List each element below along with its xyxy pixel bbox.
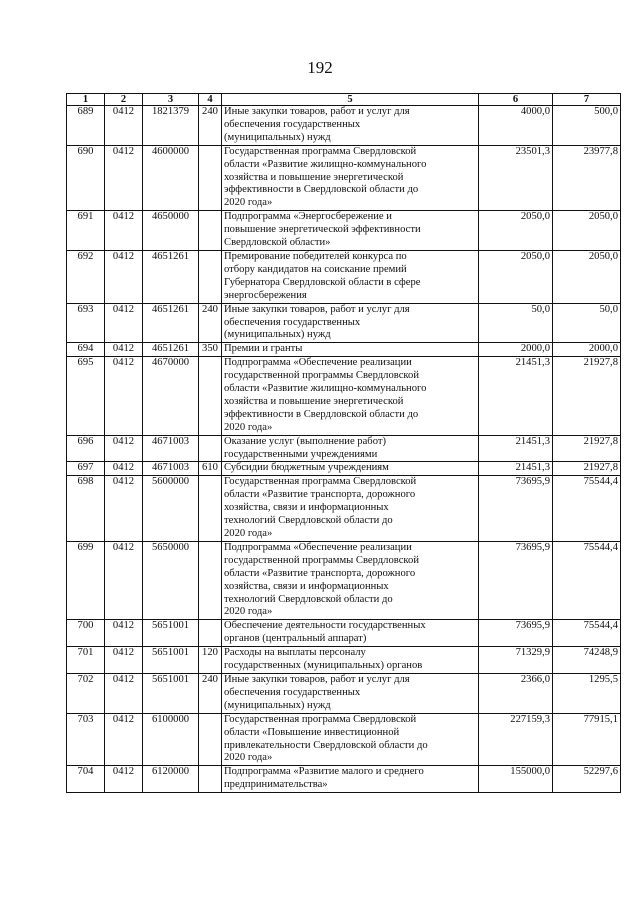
expense-type-cell: 120 <box>199 647 222 674</box>
expense-type-cell <box>199 620 222 647</box>
amount-year2-cell: 74248,9 <box>553 647 621 674</box>
table-row <box>67 462 621 476</box>
amount-year2-cell: 50,0 <box>553 303 621 343</box>
section-code-cell: 0412 <box>105 211 143 251</box>
row-number-cell: 704 <box>67 766 105 793</box>
row-number-cell: 703 <box>67 713 105 766</box>
amount-year1-cell: 21451,3 <box>479 435 553 462</box>
amount-year1-cell: 4000,0 <box>479 106 553 146</box>
column-header: 2 <box>105 94 143 106</box>
table-row <box>67 541 621 619</box>
item-name-text: Субсидии бюджетным учреждениям <box>224 462 389 474</box>
amount-year2-cell: 52297,6 <box>553 766 621 793</box>
item-name-cell <box>222 620 479 647</box>
expense-type-cell <box>199 541 222 619</box>
amount-year1-cell: 2050,0 <box>479 211 553 251</box>
table-header-row <box>67 94 621 106</box>
amount-year2-cell: 2000,0 <box>553 343 621 357</box>
item-name-cell <box>222 462 479 476</box>
section-code-cell: 0412 <box>105 106 143 146</box>
table-row <box>67 211 621 251</box>
item-name-cell <box>222 106 479 146</box>
row-number-cell: 695 <box>67 357 105 435</box>
amount-year2-cell: 23977,8 <box>553 145 621 211</box>
target-code-cell: 4671003 <box>143 435 199 462</box>
table-row <box>67 647 621 674</box>
amount-year2-cell: 21927,8 <box>553 462 621 476</box>
section-code-cell: 0412 <box>105 713 143 766</box>
amount-year2-cell: 75544,4 <box>553 476 621 542</box>
expense-type-cell: 240 <box>199 673 222 713</box>
item-name-cell <box>222 476 479 542</box>
item-name-text: Премии и гранты <box>224 343 303 355</box>
item-name-cell <box>222 145 479 211</box>
item-name-text: Иные закупки товаров, работ и услуг для обеспечения государственных (муниципальных) нужд <box>224 106 410 143</box>
section-code-cell: 0412 <box>105 250 143 303</box>
amount-year1-cell: 2000,0 <box>479 343 553 357</box>
amount-year1-cell: 21451,3 <box>479 462 553 476</box>
item-name-cell <box>222 766 479 793</box>
target-code-cell: 4600000 <box>143 145 199 211</box>
column-header: 6 <box>479 94 553 106</box>
target-code-cell: 5651001 <box>143 620 199 647</box>
column-header: 7 <box>553 94 621 106</box>
table-row <box>67 620 621 647</box>
target-code-cell: 5651001 <box>143 647 199 674</box>
section-code-cell: 0412 <box>105 343 143 357</box>
row-number-cell: 692 <box>67 250 105 303</box>
amount-year1-cell: 73695,9 <box>479 620 553 647</box>
item-name-cell <box>222 343 479 357</box>
amount-year1-cell: 21451,3 <box>479 357 553 435</box>
item-name-text: Оказание услуг (выполнение работ) государственными учреждениями <box>224 435 387 460</box>
target-code-cell: 4650000 <box>143 211 199 251</box>
target-code-cell: 4651261 <box>143 250 199 303</box>
row-number-cell: 691 <box>67 211 105 251</box>
item-name-text: Государственная программа Свердловской области «Повышение инвестиционной привлекательности Свердловской области до 2020 года» <box>224 713 428 764</box>
row-number-cell: 699 <box>67 541 105 619</box>
target-code-cell: 5651001 <box>143 673 199 713</box>
item-name-text: Подпрограмма «Обеспечение реализации государственной программы Свердловской области «Развитие жилищно-коммунального хозяйства и повышение энергетической эффективности в Свердловской области до 2020 года» <box>224 357 427 433</box>
target-code-cell: 4651261 <box>143 303 199 343</box>
item-name-text: Расходы на выплаты персоналу государственных (муниципальных) органов <box>224 647 423 672</box>
table-row <box>67 713 621 766</box>
section-code-cell: 0412 <box>105 435 143 462</box>
target-code-cell: 4651261 <box>143 343 199 357</box>
table-row <box>67 435 621 462</box>
section-code-cell: 0412 <box>105 766 143 793</box>
item-name-text: Премирование победителей конкурса по отбору кандидатов на соискание премий Губернатора Свердловской области в сфере энергосбережения <box>224 250 421 301</box>
expense-type-cell <box>199 211 222 251</box>
amount-year1-cell: 23501,3 <box>479 145 553 211</box>
item-name-text: Иные закупки товаров, работ и услуг для обеспечения государственных (муниципальных) нужд <box>224 673 410 711</box>
expense-type-cell <box>199 145 222 211</box>
amount-year2-cell: 1295,5 <box>553 673 621 713</box>
item-name-cell <box>222 713 479 766</box>
expense-type-cell: 350 <box>199 343 222 357</box>
amount-year2-cell: 75544,4 <box>553 541 621 619</box>
table-row <box>67 766 621 793</box>
row-number-cell: 697 <box>67 462 105 476</box>
item-name-text: Подпрограмма «Энергосбережение и повышение энергетической эффективности Свердловской области» <box>224 211 421 249</box>
row-number-cell: 700 <box>67 620 105 647</box>
row-number-cell: 690 <box>67 145 105 211</box>
item-name-cell <box>222 673 479 713</box>
section-code-cell: 0412 <box>105 673 143 713</box>
column-header: 1 <box>67 94 105 106</box>
expense-type-cell: 240 <box>199 106 222 146</box>
amount-year1-cell: 50,0 <box>479 303 553 343</box>
amount-year1-cell: 155000,0 <box>479 766 553 793</box>
target-code-cell: 5650000 <box>143 541 199 619</box>
row-number-cell: 698 <box>67 476 105 542</box>
section-code-cell: 0412 <box>105 303 143 343</box>
expense-type-cell: 240 <box>199 303 222 343</box>
amount-year1-cell: 71329,9 <box>479 647 553 674</box>
item-name-cell <box>222 357 479 435</box>
row-number-cell: 701 <box>67 647 105 674</box>
target-code-cell: 6120000 <box>143 766 199 793</box>
item-name-text: Иные закупки товаров, работ и услуг для обеспечения государственных (муниципальных) нужд <box>224 303 410 341</box>
table-row <box>67 250 621 303</box>
row-number-cell: 702 <box>67 673 105 713</box>
amount-year2-cell: 2050,0 <box>553 211 621 251</box>
expense-type-cell <box>199 713 222 766</box>
target-code-cell: 6100000 <box>143 713 199 766</box>
amount-year1-cell: 73695,9 <box>479 541 553 619</box>
section-code-cell: 0412 <box>105 145 143 211</box>
amount-year1-cell: 2366,0 <box>479 673 553 713</box>
item-name-cell <box>222 541 479 619</box>
page-number: 192 <box>307 58 333 77</box>
item-name-cell <box>222 211 479 251</box>
amount-year2-cell: 21927,8 <box>553 435 621 462</box>
item-name-cell <box>222 303 479 343</box>
table-body <box>67 106 621 793</box>
column-header: 4 <box>199 94 222 106</box>
item-name-cell <box>222 250 479 303</box>
row-number-cell: 693 <box>67 303 105 343</box>
expense-type-cell <box>199 357 222 435</box>
amount-year1-cell: 73695,9 <box>479 476 553 542</box>
amount-year1-cell: 227159,3 <box>479 713 553 766</box>
section-code-cell: 0412 <box>105 541 143 619</box>
budget-table <box>66 93 621 793</box>
section-code-cell: 0412 <box>105 620 143 647</box>
amount-year2-cell: 500,0 <box>553 106 621 146</box>
section-code-cell: 0412 <box>105 476 143 542</box>
column-header: 5 <box>222 94 479 106</box>
target-code-cell: 4671003 <box>143 462 199 476</box>
expense-type-cell <box>199 435 222 462</box>
target-code-cell: 4670000 <box>143 357 199 435</box>
table-row <box>67 145 621 211</box>
table-row <box>67 343 621 357</box>
table-row <box>67 357 621 435</box>
item-name-text: Обеспечение деятельности государственных органов (центральный аппарат) <box>224 620 426 645</box>
item-name-text: Государственная программа Свердловской области «Развитие жилищно-коммунального хозяйства и повышение энергетической эффективности в Свердловской области до 2020 года» <box>224 145 427 209</box>
row-number-cell: 694 <box>67 343 105 357</box>
item-name-text: Государственная программа Свердловской области «Развитие транспорта, дорожного хозяйства, связи и информационных технологий Свердловской области до 2020 года» <box>224 476 417 539</box>
amount-year2-cell: 77915,1 <box>553 713 621 766</box>
amount-year2-cell: 75544,4 <box>553 620 621 647</box>
section-code-cell: 0412 <box>105 357 143 435</box>
expense-type-cell <box>199 250 222 303</box>
item-name-text: Подпрограмма «Обеспечение реализации государственной программы Свердловской области «Развитие транспорта, дорожного хозяйства, связи и информационных технологий Свердловской области до 2020 года» <box>224 541 419 618</box>
table-row <box>67 303 621 343</box>
amount-year2-cell: 2050,0 <box>553 250 621 303</box>
item-name-cell <box>222 647 479 674</box>
expense-type-cell <box>199 766 222 793</box>
expense-type-cell: 610 <box>199 462 222 476</box>
amount-year1-cell: 2050,0 <box>479 250 553 303</box>
table-row <box>67 673 621 713</box>
section-code-cell: 0412 <box>105 462 143 476</box>
table-row <box>67 476 621 542</box>
row-number-cell: 689 <box>67 106 105 146</box>
item-name-text: Подпрограмма «Развитие малого и среднего предпринимательства» <box>224 766 424 791</box>
table-row <box>67 106 621 146</box>
target-code-cell: 5600000 <box>143 476 199 542</box>
target-code-cell: 1821379 <box>143 106 199 146</box>
row-number-cell: 696 <box>67 435 105 462</box>
section-code-cell: 0412 <box>105 647 143 674</box>
expense-type-cell <box>199 476 222 542</box>
item-name-cell <box>222 435 479 462</box>
column-header: 3 <box>143 94 199 106</box>
amount-year2-cell: 21927,8 <box>553 357 621 435</box>
